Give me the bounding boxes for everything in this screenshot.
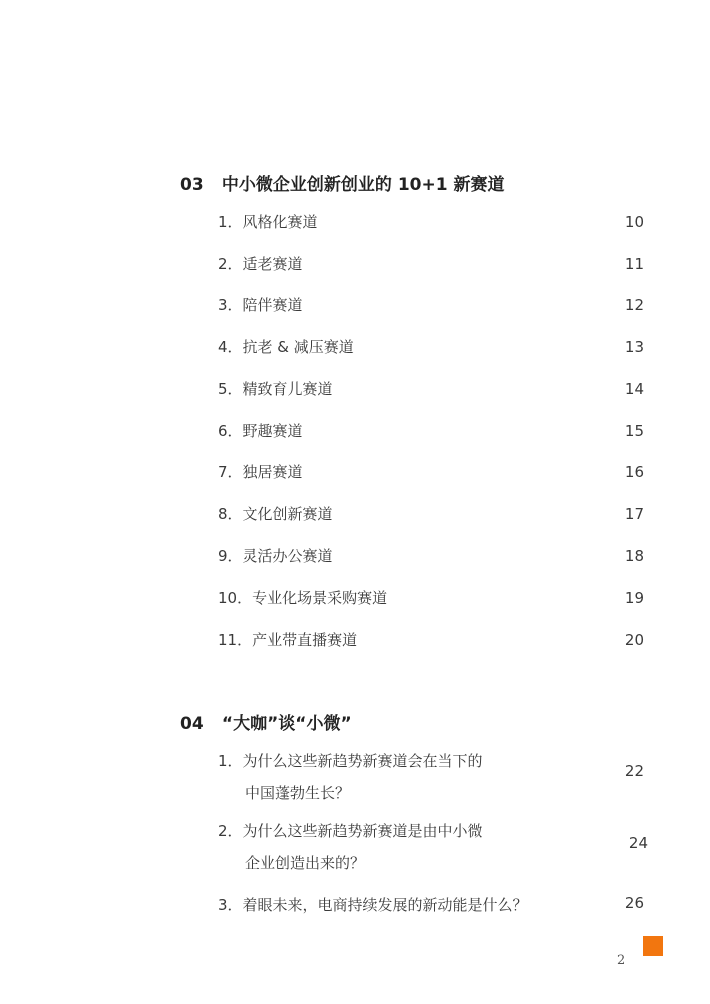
toc-item-page: 24 [628,834,648,852]
section-number: 04 [180,714,204,734]
toc-item-page: 13 [624,338,644,356]
toc-item-page: 18 [624,547,644,565]
toc-item-label: 9．灵活办公赛道 [218,547,333,565]
toc-item-line2: 中国蓬勃生长？ [245,784,351,802]
toc-item-line2: 企业创造出来的？ [245,854,366,872]
toc-item-label: 3．着眼未来，电商持续发展的新动能是什么？ [218,896,528,914]
page-number: 2 [617,953,626,968]
toc-item-page: 19 [624,589,644,607]
toc-item-label: 11．产业带直播赛道 [218,631,358,649]
toc-item-line1: 2．为什么这些新趋势新赛道是由中小微 [218,822,483,840]
toc-item-label: 3．陪伴赛道 [218,296,303,314]
section-heading: 中小微企业创新创业的 10+1 新赛道 [221,175,505,195]
toc-item-label: 8．文化创新赛道 [218,505,333,523]
toc-item-page: 16 [624,463,644,481]
toc-item-page: 26 [624,894,644,912]
toc-item-page: 15 [624,422,644,440]
toc-item-label: 2．适老赛道 [218,255,303,273]
toc-item-page: 11 [624,255,644,273]
toc-item-label: 6．野趣赛道 [218,422,303,440]
section-number: 03 [180,175,204,195]
section-title-03 [180,170,505,195]
toc-item-label: 7．独居赛道 [218,463,303,481]
toc-item-page: 12 [624,296,644,314]
orange-accent-square [643,936,663,956]
toc-item-label: 5．精致育儿赛道 [218,380,333,398]
toc-item-line1: 1．为什么这些新趋势新赛道会在当下的 [218,752,483,770]
section-heading: “大咖”谈“小微” [221,714,352,734]
toc-item-page: 14 [624,380,644,398]
toc-item-label: 10．专业化场景采购赛道 [218,589,388,607]
toc-item-page: 20 [624,631,644,649]
toc-item-label: 4．抗老 & 减压赛道 [218,338,354,356]
toc-item-page: 10 [624,213,644,231]
toc-item-label [218,815,483,879]
toc-item-page: 22 [624,762,644,780]
toc-item-page: 17 [624,505,644,523]
toc-item-label [218,745,483,809]
section-title-04 [180,709,352,734]
toc-item-label: 1．风格化赛道 [218,213,318,231]
